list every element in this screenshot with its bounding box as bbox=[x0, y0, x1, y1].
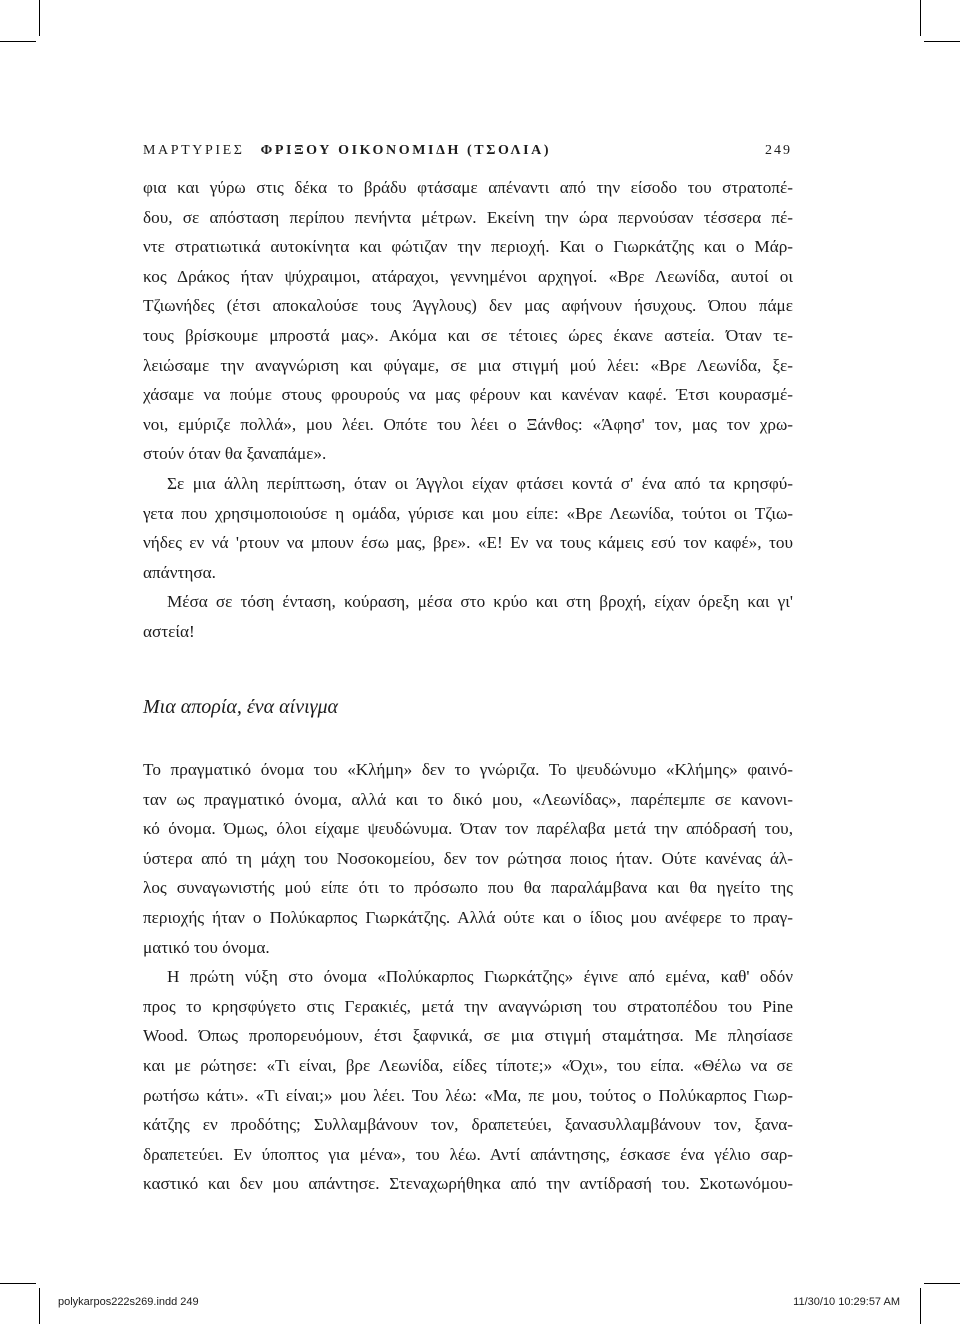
crop-mark-top-left bbox=[39, 0, 40, 36]
text-line: αστεία! bbox=[143, 621, 195, 641]
text-line: ύστερα από τη μάχη του Νοσοκομείου, δεν τον ρώτησα ποιος ήταν. Ούτε κανένας άλ- bbox=[143, 848, 793, 868]
text-line: φια και γύρω στις δέκα το βράδυ φτάσαμε απέναντι από την είσοδο του στρατοπέ- bbox=[143, 178, 793, 197]
running-head-section: ΜΑΡΤΥΡΙΕΣ bbox=[143, 143, 245, 158]
text-line: νοι, εμύριζε πολλά», μου λέει. Οπότε του λέει ο Ξάνθος: «Άφησ' τον, μας τον χρω- bbox=[143, 414, 793, 434]
page-number: 249 bbox=[765, 143, 792, 158]
text-line: ταν ως πραγματικό όνομα, αλλά και το δικό μου, «Λεωνίδας», παρέπεμπε σε κανονι- bbox=[143, 789, 793, 809]
text-line: τους βρίσκουμε μπροστά μας». Ακόμα και σε τέτοιες ώρες έκανε αστεία. Όταν τε- bbox=[143, 325, 793, 345]
text-line: λειώσαμε την αναγνώριση και φύγαμε, σε μια στιγμή μού λέει: «Βρε Λεωνίδα, ξε- bbox=[143, 355, 793, 375]
text-line: λος συναγωνιστής μού είπε ότι το πρόσωπο που θα παραλάμβανα και θα ηγείτο της bbox=[143, 878, 793, 898]
indd-file-name: polykarpos222s269.indd 249 bbox=[58, 1296, 199, 1308]
text-line: Τζιωνήδες (έτσι αποκαλούσε τους Άγγλους) δεν μας αφήνουν ήσυχους. Όπου πάμε bbox=[143, 296, 793, 316]
text-line: στούν όταν θα ξαναπάμε». bbox=[143, 444, 327, 464]
text-line: κό όνομα. Όμως, όλοι είχαμε ψευδώνυμα. Όταν τον παρέλαβα μετά την απόδρασή του, bbox=[143, 819, 793, 839]
text-line: ρωτήσω κάτι». «Τι είναι;» μου λέει. Του λέω: «Μα, πε μου, τούτος ο Πολύκαρπος Γιωρ- bbox=[143, 1085, 793, 1105]
crop-mark-right-upper bbox=[924, 41, 960, 42]
crop-mark-bottom-right bbox=[920, 1288, 921, 1324]
text-line: απάντησα. bbox=[143, 562, 216, 582]
running-head-author: ΦΡΙΞΟΥ ΟΙΚΟΝΟΜΙΔΗ (ΤΣΟΛΙΑ) bbox=[260, 143, 552, 158]
text-line: χάσαμε να πούμε στους φρουρούς να μας φέρουν και κανέναν καφέ. Έτσι κουρασμέ- bbox=[143, 385, 793, 405]
text-line: δραπετεύει. Εν ύποπτος για μένα», του λέω. Αντί απάντησης, έσκασε ένα γέλιο σαρ- bbox=[143, 1144, 793, 1164]
text-line: και με ρώτησε: «Τι είναι, βρε Λεωνίδα, είδες τίποτε;» «Όχι», του είπα. «Θέλω να σε bbox=[143, 1055, 793, 1075]
text-line: Η πρώτη νύξη στο όνομα «Πολύκαρπος Γιωρκάτζης» έγινε από εμένα, καθ' οδόν bbox=[167, 967, 793, 987]
text-line: ματικό του όνομα. bbox=[143, 937, 270, 957]
text-line: Το πραγματικό όνομα του «Κλήμη» δεν το γνώριζα. Το ψευδώνυμο «Κλήμης» φαινό- bbox=[143, 760, 793, 779]
crop-mark-left-upper bbox=[0, 41, 36, 42]
text-line: κάτζης εν προδότης; Συλλαμβάνουν τον, δραπετεύει, ξανασυλλαμβάνουν τον, ξανα- bbox=[143, 1115, 793, 1135]
text-line: περιοχής ήταν ο Πολύκαρπος Γιωρκάτζης. Αλλά ούτε και ο ίδιος μου ανέφερε το πραγ- bbox=[143, 907, 793, 927]
text-line: κος Δράκος ήταν ψύχραιμοι, ατάραχοι, γεννημένοι αρχηγοί. «Βρε Λεωνίδα, αυτοί οι bbox=[143, 266, 793, 286]
crop-mark-bottom-left bbox=[39, 1288, 40, 1324]
crop-mark-left-lower bbox=[0, 1283, 36, 1284]
text-line: Μέσα σε τόση ένταση, κούραση, μέσα στο κρύο και στη βροχή, είχαν όρεξη και γι' bbox=[167, 592, 793, 612]
running-head bbox=[143, 143, 792, 159]
text-line: Wood. Όπως προπορευόμουν, έτσι ξαφνικά, σε μια στιγμή σταμάτησα. Με πλησίασε bbox=[143, 1026, 793, 1046]
text-line: ντε στρατιωτικά αυτοκίνητα και φώτιζαν την περιοχή. Και ο Γιωρκάτζης και ο Μάρ- bbox=[143, 237, 793, 257]
text-line: δου, σε απόσταση περίπου πενήντα μέτρων. Εκείνη την ώρα περνούσαν τέσσερα πέ- bbox=[143, 207, 793, 227]
text-line: προς το κρησφύγετο στις Γερακιές, μετά την αναγνώριση του στρατοπέδου του Pine bbox=[143, 996, 793, 1016]
crop-mark-right-lower bbox=[924, 1283, 960, 1284]
print-timestamp: 11/30/10 10:29:57 AM bbox=[793, 1296, 900, 1308]
crop-mark-top-right bbox=[920, 0, 921, 36]
text-line: γετα που χρησιμοποιούσε η ομάδα, γύρισε και μου είπε: «Βρε Λεωνίδα, τούτοι οι Τζιω- bbox=[143, 503, 793, 523]
text-line: καστικό και δεν μου απάντησε. Στεναχωρήθηκα από την αντίδρασή του. Σκοτωνόμου- bbox=[143, 1174, 793, 1194]
text-line: Σε μια άλλη περίπτωση, όταν οι Άγγλοι είχαν φτάσει κοντά σ' ένα από τα κρησφύ- bbox=[167, 473, 793, 493]
body-text-top bbox=[143, 173, 793, 647]
body-text-bottom bbox=[143, 755, 793, 1199]
text-line: νήδες εν νά 'ρτουν να μπουν έσω μας, βρε». «Ε! Εν να τους κάμεις εσύ τον καφέ», του bbox=[143, 533, 793, 553]
section-title: Μια απορία, ένα αίνιγμα bbox=[143, 696, 339, 718]
